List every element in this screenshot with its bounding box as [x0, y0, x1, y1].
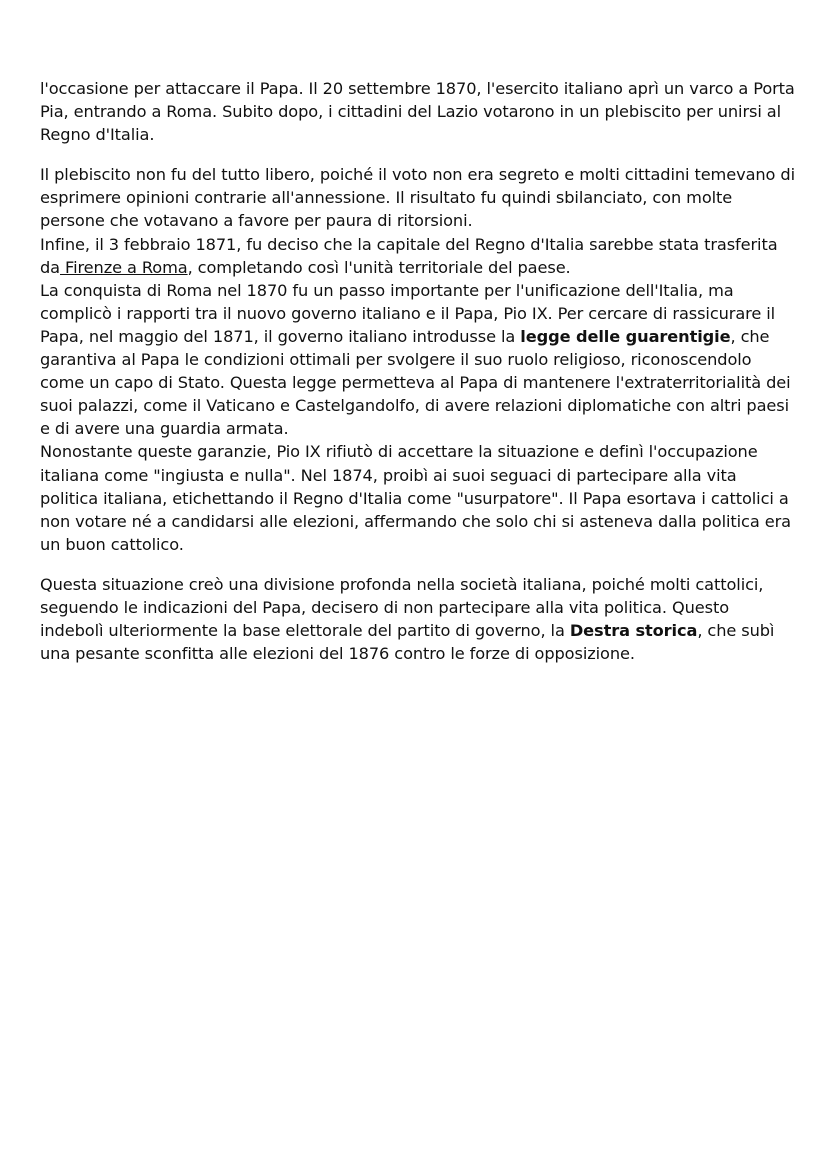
document-page — [40, 77, 796, 665]
paragraph-porta-pia: l'occasione per attaccare il Papa. Il 20 settembre 1870, l'esercito italiano aprì un varco a Porta Pia, entrando a Roma. Subito dopo, i cittadini del Lazio votarono in un plebiscito per unirsi al Regno d'Italia. — [40, 79, 795, 145]
paragraph-destra-storica — [40, 573, 796, 665]
paragraph-guarentigie — [40, 279, 796, 441]
text-span: Infine, il 3 febbraio 1871, fu deciso che la capitale del Regno d'Italia sarebbe stata trasferita da — [40, 234, 778, 277]
text-span: Questa situazione creò una divisione profonda nella società italiana, poiché molti cattolici, seguendo le indicazioni del Papa, decisero di non partecipare alla vita politica. Questo indebolì ulteriormente la base elettorale del partito di governo, la — [40, 574, 764, 641]
text-span: La conquista di Roma nel 1870 fu un passo importante per l'unificazione dell'Italia, ma complicò i rapporti tra il nuovo governo italiano e il Papa, Pio IX. Per cercare di rassicurare il Papa, nel maggio del 1871, il governo italiano introdusse la — [40, 280, 776, 346]
text-span: , completando così l'unità territoriale del paese. — [187, 257, 571, 277]
text-span: , che garantiva al Papa le condizioni ottimali per svolgere il suo ruolo religioso, riconoscendolo come un capo di Stato. Questa legge permetteva al Papa di mantenere l'extraterritorialità dei suoi palazzi, come il Vaticano e Castelgandolfo, di avere relazioni diplomatiche con altri paesi e di avere una guardia armata. — [40, 326, 791, 439]
text-span: , che subì una pesante sconfitta alle elezioni del 1876 contro le forze di opposizione. — [40, 621, 775, 664]
underlined-text: Firenze a Roma — [60, 257, 188, 277]
paragraph-plebiscito: Il plebiscito non fu del tutto libero, poiché il voto non era segreto e molti cittadini temevano di esprimere opinioni contrarie all'annessione. Il risultato fu quindi sbilanciato, con molte persone che votavano a favore per paura di ritorsioni. — [40, 165, 795, 231]
paragraph-capitale — [40, 233, 796, 279]
paragraph-pio-ix: Nonostante queste garanzie, Pio IX rifiutò di accettare la situazione e definì l'occupazione italiana come "ingiusta e nulla". Nel 1874, proibì ai suoi seguaci di partecipare alla vita politica italiana, etichettando il Regno d'Italia come "usurpatore". Il Papa esortava i cattolici a non votare né a candidarsi alle elezioni, affermando che solo chi si asteneva dalla politica era un buon cattolico. — [40, 442, 791, 554]
bold-term: Destra storica — [569, 621, 698, 641]
bold-term: legge delle guarentigie — [520, 326, 731, 346]
